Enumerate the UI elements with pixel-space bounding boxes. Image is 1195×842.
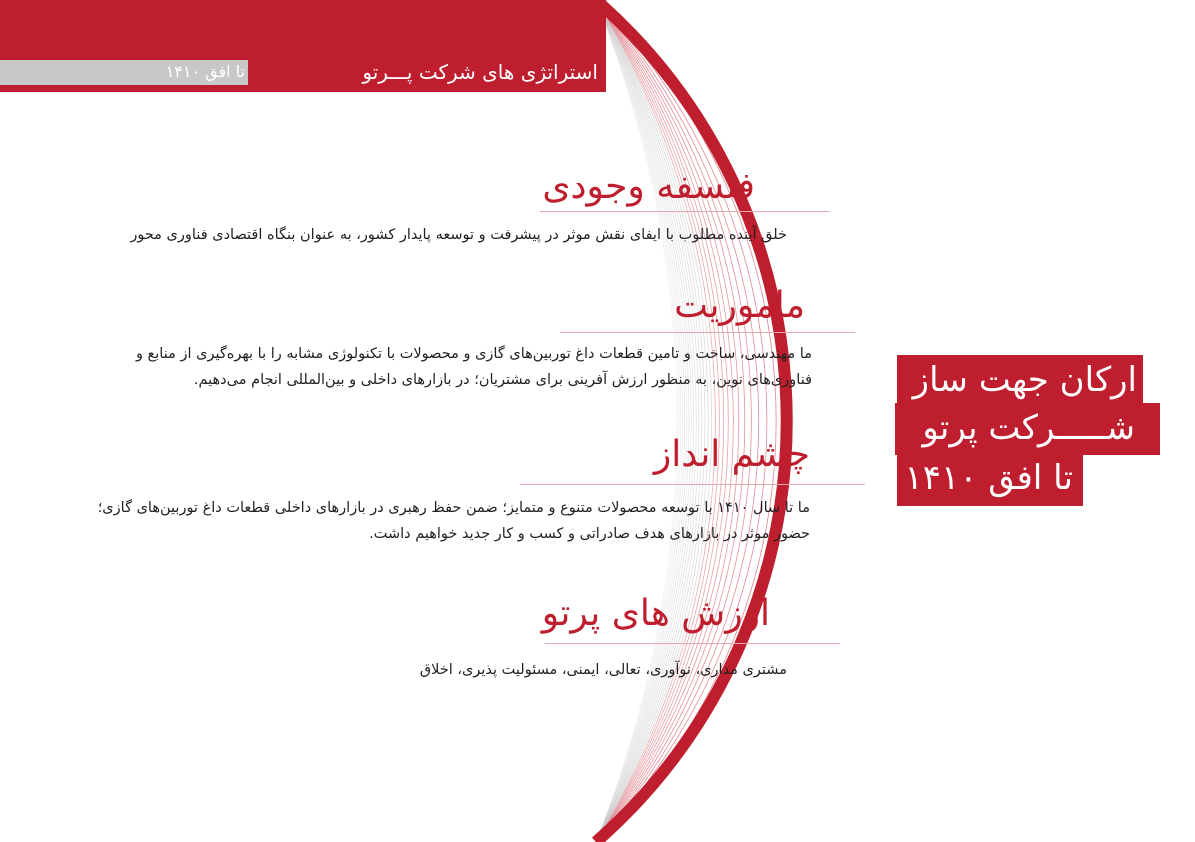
arc-line: [596, 0, 745, 842]
arc-line: [596, 0, 776, 842]
header-title: استراتژی های شرکت پـــرتو: [362, 60, 598, 84]
section-rule-values: [545, 643, 840, 644]
arc-line: [596, 0, 733, 842]
section-text-values: مشتری مداری، نوآوری، تعالی، ایمنی، مسئولیت پذیری، اخلاق: [419, 662, 787, 678]
arc-lines: [596, 0, 776, 842]
section-rule-mission: [560, 332, 855, 333]
arc-line: [596, 0, 712, 842]
arc-line: [596, 0, 767, 842]
section-title-values: ارزش های پرتو: [541, 593, 770, 634]
section-title-vision: چشم انداز: [653, 434, 810, 475]
section-text-philosophy: خلق آینده مطلوب با ایفای نقش موثر در پیشرفت و توسعه پایدار کشور، به عنوان بنگاه اقتصادی فناوری محور: [130, 227, 787, 243]
arc-line: [596, 0, 677, 842]
section-text-vision: ما تا سال ۱۴۱۰ با توسعه محصولات متنوع و متمایز؛ ضمن حفظ رهبری در بازارهای داخلی قطعات داغ توربین‌های گازی؛ حضور موثر در بازارهای هدف صادراتی و کسب و کار جدید خواهیم داشت.: [97, 500, 810, 542]
section-rule-vision: [520, 484, 865, 485]
section-rule-philosophy: [540, 211, 830, 212]
callout-line-3: تا افق ۱۴۱۰: [904, 458, 1073, 498]
section-text-mission: ما مهندسی، ساخت و تامین قطعات داغ توربین‌های گازی و محصولات با تکنولوژی مشابه را با بهره‌گیری از منابع و فناوری‌های نوین، به منظور ارزش آفرینی برای مشتریان؛ در بازارهای داخلی و بین‌المللی انجام می‌دهیم.: [135, 346, 812, 388]
callout-line-2: شـــــرکت پرتو: [922, 408, 1135, 448]
section-title-mission: ماموریت: [674, 285, 805, 326]
section-title-philosophy: فلسفه وجودی: [542, 166, 755, 207]
callout-line-1: ارکان جهت ساز: [912, 360, 1137, 400]
header-subtitle: تا افق ۱۴۱۰: [165, 62, 245, 81]
arc-line: [596, 0, 739, 842]
